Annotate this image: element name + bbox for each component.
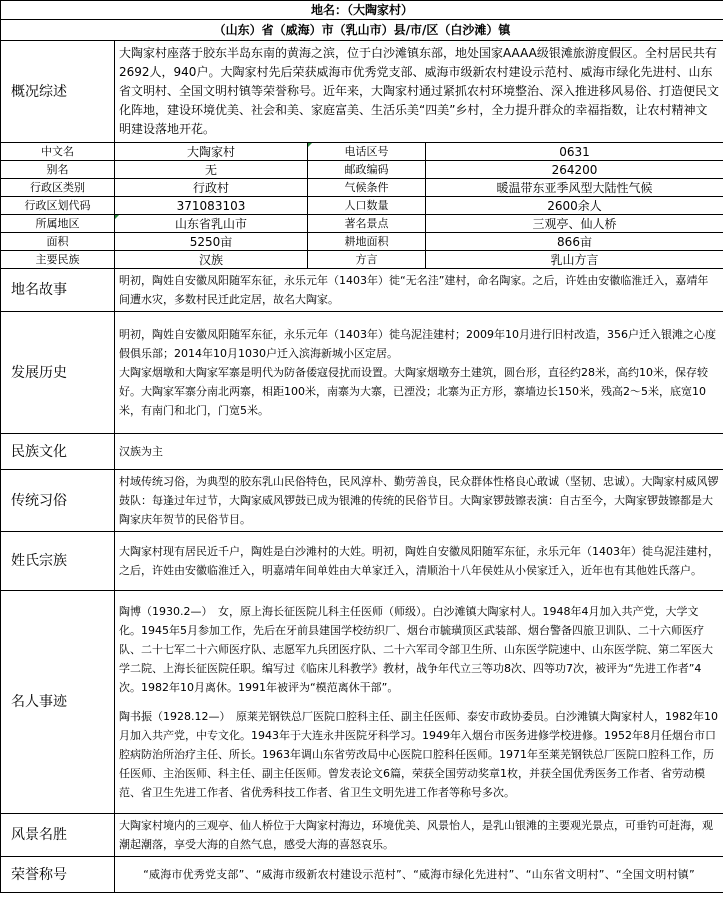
people-paragraph: 陶博（1930.2—） 女，原上海长征医院儿科主任医师（师级）。白沙滩镇大陶家村人。1948年4月加入共产党，大学文化。1945年5月参加工作，先后在牙前县建国学校纺织厂、烟台市毓璜顶区武装部、烟台警备四旅卫训队、二十六师医疗队、二十七军二十六师医疗队、志愿军九兵团医疗队、二十六军司令部卫生所、山东医学院速中、山东医学院、第二军医大学二院、上海长征医院任职。编写过《临床儿科教学》教材，战争年代立三等功8次、四等功7次，被评为“先进工作者”4次。1982年10月离休。1991年被评为“模范离休干部”。 [119,605,713,694]
info-key: 著名景点 [308,215,426,233]
history-label: 发展历史 [11,364,67,381]
info-key: 行政区类别 [1,179,115,197]
honors-label: 荣誉称号 [11,866,67,883]
story-text: 明初，陶姓自安徽凤阳随军东征，永乐元年（1403年）徙“无名洼”建村，命名陶家。之后，许姓由安徽临淮迁入，嘉靖年间遭水灾，多数村民迁此定居，故名大陶家。 [115,269,723,312]
info-key: 主要民族 [1,251,115,269]
people-text [115,591,723,814]
info-value: 2600余人 [426,197,723,215]
clan-label: 姓氏宗族 [11,553,67,569]
overview-text: 大陶家村座落于胶东半岛东南的黄海之滨，位于白沙滩镇东部，地处国家AAAA级银滩旅游度假区。全村居民共有2692人，940户。大陶家村先后荣获威海市优秀党支部、威海市级新农村建设示范村、威海市绿化先进村、山东省文明村、全国文明村镇等荣誉称号。近年来，大陶家村通过紧抓农村环境整治、深入推进移风易俗、打造便民文化阵地，建设环境优美、社会和美、家庭富美、生活乐美“四美”乡村，全力提升群众的幸福指数，让农村精神文明建设落地开花。 [115,41,723,143]
honors-row [1,857,723,893]
scenery-label: 风景名胜 [11,827,67,843]
info-key: 气候条件 [308,179,426,197]
info-value: 5250亩 [115,233,308,251]
info-row-6 [1,233,723,251]
info-key: 人口数量 [308,197,426,215]
ethnic-row [1,434,723,470]
history-paragraph: 明初，陶姓自安徽凤阳随军东征，永乐元年（1403年）徙乌泥洼建村；2009年10月进行旧村改造，356户迁入银滩之心度假俱乐部；2014年10月1030户迁入滨海新城小区定居。 [119,328,716,360]
info-value: 山东省乳山市 [115,215,308,233]
clan-row [1,532,723,591]
info-value: 371083103 [115,197,308,215]
scenery-text: 大陶家村境内的三观亭、仙人桥位于大陶家村海边，环境优美、风景怡人，是乳山银滩的主要观光景点，可垂钓可赶海，观潮起潮落，享受大海的自然气息，感受大海的喜怒哀乐。 [115,814,723,857]
title-row [1,1,723,20]
info-value: 汉族 [115,251,308,269]
info-key: 方言 [308,251,426,269]
history-row [1,312,723,434]
info-row-7 [1,251,723,269]
people-paragraph: 陶书振（1928.12—） 原莱芜钢铁总厂医院口腔科主任、副主任医师、泰安市政协委员。白沙滩镇大陶家村人，1982年10月加入共产党，中专文化。1943年于大连永井医院牙科学习。1949年入烟台市医务进修学校进修。1952年8月任烟台市口腔病防治所治疗主任、所长。1963年调山东省劳改局中心医院口腔科任医师。1971年至莱芜钢铁总厂医院口腔科工作，历任医师、主治医师、科主任、副主任医师。曾发表论文6篇，荣获全国劳动奖章1枚，并获全国优秀医务工作者、省劳动模范、省卫生先进工作者、省优秀科技工作者、省卫生文明先进工作者等称号多次。 [119,710,718,799]
info-row-2 [1,161,723,179]
info-row-5 [1,215,723,233]
page-subtitle: （山东）省（威海）市（乳山市）县/市/区（白沙滩）镇 [1,20,723,41]
info-value: 无 [115,161,308,179]
story-label: 地名故事 [11,282,67,298]
history-text [115,312,723,434]
info-key: 行政区划代码 [1,197,115,215]
page-title: 地名：（大陶家村） [1,1,723,20]
custom-label: 传统习俗 [11,492,67,509]
story-row [1,269,723,312]
info-key: 面积 [1,233,115,251]
honors-text: “威海市优秀党支部”、“威海市级新农村建设示范村”、“威海市绿化先进村”、“山东省文明村”、“全国文明村镇” [115,857,723,893]
people-label: 名人事迹 [11,694,67,710]
info-key: 所属地区 [1,215,115,233]
info-value: 0631 [426,143,723,161]
info-value: 乳山方言 [426,251,723,269]
info-value: 264200 [426,161,723,179]
info-key: 中文名 [1,143,115,161]
info-row-1 [1,143,723,161]
custom-text: 村域传统习俗，为典型的胶东乳山民俗特色，民风淳朴、勤劳善良，民众群体性格良心敢诚（坚韧、忠诚）。大陶家村威风锣鼓队：每逢过年过节，大陶家威风锣鼓已成为银滩的传统的民俗节目。大陶家锣鼓镲表演：自古至今，大陶家锣鼓镲都是大陶家庆年贺节的民俗节目。 [115,470,723,532]
ethnic-text: 汉族为主 [115,434,723,470]
info-value: 三观亭、仙人桥 [426,215,723,233]
info-value: 866亩 [426,233,723,251]
info-row-4 [1,197,723,215]
clan-text: 大陶家村现有居民近千户，陶姓是白沙滩村的大姓。明初，陶姓自安徽凤阳随军东征，永乐元年（1403年）徙乌泥洼建村，之后，许姓由安徽临淮迁入，明嘉靖年间单姓由大单家迁入，清顺治十八年侯姓从小侯家迁入，近年也有其他姓氏落户。 [115,532,723,591]
info-value: 大陶家村 [115,143,308,161]
ethnic-label: 民族文化 [11,443,67,460]
subtitle-row [1,20,723,41]
overview-row [1,41,723,143]
info-row-3 [1,179,723,197]
custom-row [1,470,723,532]
info-value: 暖温带东亚季风型大陆性气候 [426,179,723,197]
scenery-row [1,814,723,857]
info-key: 邮政编码 [308,161,426,179]
overview-label: 概况综述 [11,83,67,100]
info-key: 别名 [1,161,115,179]
info-value: 行政村 [115,179,308,197]
info-key: 耕地面积 [308,233,426,251]
info-key: 电话区号 [308,143,426,161]
people-row [1,591,723,814]
history-paragraph: 大陶家烟墩和大陶家军寨是明代为防备倭寇侵扰而设置。大陶家烟墩夯土建筑，圆台形，直径约28米，高约10米，保存较好。大陶家军寨分南北两寨，相距100米，南寨为大寨，已湮没；北寨为正方形，寨墙边长150米，残高2～5米，底宽10米，有南门和北门，门宽5米。 [119,366,708,417]
